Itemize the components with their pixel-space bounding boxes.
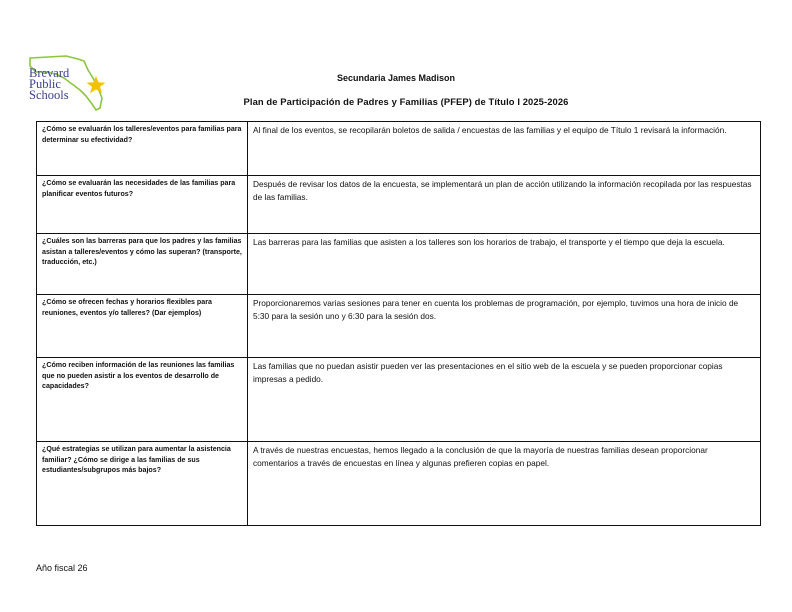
question-cell: ¿Cómo reciben información de las reuniones las familias que no pueden asistir a los eventos de desarrollo de capacidades? bbox=[37, 358, 248, 442]
answer-cell: Las familias que no puedan asistir pueden ver las presentaciones en el sitio web de la escuela y se pueden proporcionar copias impresas a pedido. bbox=[248, 358, 761, 442]
plan-title: Plan de Participación de Padres y Familias (PFEP) de Título I 2025-2026 bbox=[243, 96, 569, 107]
question-cell: ¿Cómo se evaluarán las necesidades de las familias para planificar eventos futuros? bbox=[37, 176, 248, 234]
question-cell: ¿Cuáles son las barreras para que los padres y las familias asistan a talleres/eventos y cómo las superan? (transporte, traducción, etc.) bbox=[37, 234, 248, 295]
table-row bbox=[37, 122, 761, 176]
logo-word: Brevard bbox=[29, 66, 70, 80]
fiscal-year-footer: Año fiscal 26 bbox=[36, 563, 88, 573]
table-row bbox=[37, 295, 761, 358]
answer-cell: A través de nuestras encuestas, hemos llegado a la conclusión de que la mayoría de nuestras familias desean proporcionar comentarios a través de encuestas en línea y algunas prefieren copias en papel. bbox=[248, 442, 761, 526]
table-row bbox=[37, 176, 761, 234]
school-name: Secundaria James Madison bbox=[336, 73, 456, 83]
table-row bbox=[37, 234, 761, 295]
plan-table bbox=[36, 121, 761, 526]
question-cell: ¿Cómo se ofrecen fechas y horarios flexibles para reuniones, eventos y/o talleres? (Dar ejemplos) bbox=[37, 295, 248, 358]
question-cell: ¿Cómo se evaluarán los talleres/eventos para familias para determinar su efectividad? bbox=[37, 122, 248, 176]
logo-word: Schools bbox=[29, 88, 69, 102]
table-row bbox=[37, 358, 761, 442]
question-cell: ¿Qué estrategias se utilizan para aumentar la asistencia familiar? ¿Cómo se dirige a las familias de sus estudiantes/subgrupos más bajos? bbox=[37, 442, 248, 526]
answer-cell: Después de revisar los datos de la encuesta, se implementará un plan de acción utilizando la información recopilada por las respuestas de las familias. bbox=[248, 176, 761, 234]
table-row bbox=[37, 442, 761, 526]
answer-cell: Proporcionaremos varias sesiones para tener en cuenta los problemas de programación, por ejemplo, tuvimos una hora de inicio de 5:30 para la sesión uno y 6:30 para la sesión dos. bbox=[248, 295, 761, 358]
logo-word: Public bbox=[29, 77, 61, 91]
answer-cell: Las barreras para las familias que asisten a los talleres son los horarios de trabajo, el transporte y el tiempo que deja la escuela. bbox=[248, 234, 761, 295]
answer-cell: Al final de los eventos, se recopilarán boletos de salida / encuestas de las familias y el equipo de Título 1 revisará la información. bbox=[248, 122, 761, 176]
